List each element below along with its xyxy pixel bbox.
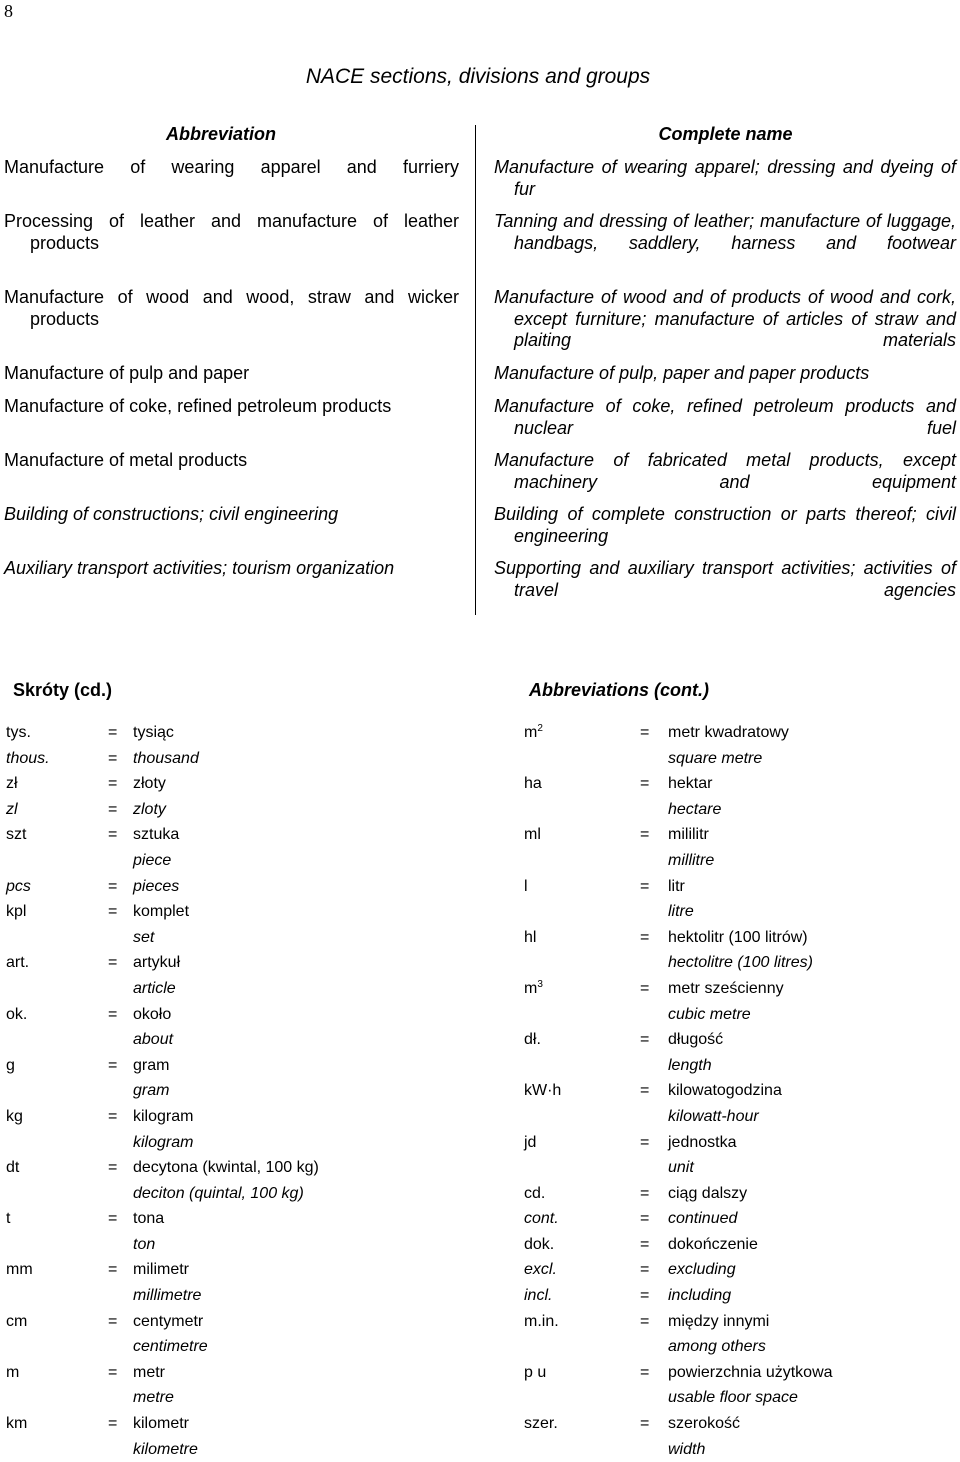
abbreviation-row bbox=[0, 1232, 470, 1258]
abbreviation-row bbox=[520, 1181, 940, 1207]
abbreviation-row bbox=[0, 874, 470, 900]
abbreviation-meaning: metr sześcienny bbox=[668, 979, 784, 997]
abbreviation-meaning: gram bbox=[133, 1056, 170, 1074]
abbreviation-row bbox=[520, 1309, 940, 1335]
abbreviation-meaning: square metre bbox=[668, 749, 763, 767]
equals-sign: = bbox=[640, 1363, 650, 1381]
abbreviation-meaning: litre bbox=[668, 903, 694, 921]
abbreviation-meaning: hectare bbox=[668, 800, 722, 818]
abbreviation-meaning: usable floor space bbox=[668, 1389, 798, 1407]
abbreviation-row bbox=[520, 1053, 940, 1079]
abbreviation-row bbox=[520, 771, 940, 797]
abbreviation-term-text: thous. bbox=[6, 749, 50, 767]
abbreviation-row bbox=[520, 720, 940, 746]
equals-sign: = bbox=[108, 1363, 118, 1381]
abbreviation-row bbox=[0, 1181, 470, 1207]
equals-sign: = bbox=[108, 1210, 118, 1228]
abbreviation-term bbox=[6, 1104, 23, 1130]
abbreviation-meaning: centimetre bbox=[133, 1338, 208, 1356]
abbreviation-term bbox=[6, 822, 26, 848]
abbreviation-meaning: tona bbox=[133, 1210, 165, 1228]
abbreviation-row bbox=[0, 746, 470, 772]
abbreviation-row bbox=[520, 797, 940, 823]
equals-sign: = bbox=[640, 1133, 650, 1151]
abbreviation-meaning: powierzchnia użytkowa bbox=[668, 1363, 833, 1381]
abbreviation-meaning: szerokość bbox=[668, 1415, 741, 1433]
abbreviation-term-text: cm bbox=[6, 1312, 28, 1330]
equals-sign: = bbox=[108, 903, 118, 921]
abbreviation-meaning: około bbox=[133, 1005, 172, 1023]
abbreviation-row bbox=[520, 899, 940, 925]
abbreviation-row bbox=[0, 899, 470, 925]
abbreviation-term-text: incl. bbox=[524, 1287, 553, 1305]
abbreviation-meaning: deciton (quintal, 100 kg) bbox=[133, 1184, 304, 1202]
abbreviation-term-text: ml bbox=[524, 826, 541, 844]
abbreviation-meaning: kilometre bbox=[133, 1440, 198, 1458]
abbreviation-meaning: kilowatogodzina bbox=[668, 1082, 782, 1100]
abbreviation-term bbox=[6, 746, 50, 772]
abbreviation-meaning: artykuł bbox=[133, 954, 181, 972]
equals-sign: = bbox=[108, 775, 118, 793]
abbreviation-row bbox=[520, 976, 940, 1002]
abbreviation-term-text: m bbox=[524, 979, 538, 997]
abbreviation-term-text: tys. bbox=[6, 724, 31, 741]
abbreviation-list-right bbox=[520, 720, 940, 1462]
complete-name-column-header: Complete name bbox=[658, 124, 793, 144]
equals-sign: = bbox=[640, 826, 650, 844]
abbreviation-meaning: hectolitre (100 litres) bbox=[668, 954, 813, 972]
abbreviation-row bbox=[520, 822, 940, 848]
abbreviation-term-text: art. bbox=[6, 954, 30, 972]
abbreviation-meaning: set bbox=[133, 928, 155, 946]
abbreviation-row bbox=[0, 1002, 470, 1028]
equals-sign: = bbox=[640, 1210, 650, 1228]
nace-complete-name: Building of complete construction or parts thereof; civil engineering bbox=[494, 504, 956, 546]
abbreviation-term bbox=[524, 771, 542, 797]
equals-sign: = bbox=[640, 1031, 650, 1049]
abbreviation-meaning: pieces bbox=[133, 877, 180, 895]
abbreviation-meaning: metr kwadratowy bbox=[668, 724, 789, 741]
nace-abbreviation: Manufacture of pulp and paper bbox=[4, 363, 250, 383]
abbreviation-row bbox=[0, 976, 470, 1002]
abbreviation-meaning: gram bbox=[133, 1082, 170, 1100]
abbreviation-meaning: kilogram bbox=[133, 1107, 194, 1125]
abbreviation-term-text: t bbox=[6, 1210, 11, 1228]
abbreviation-meaning: unit bbox=[668, 1159, 694, 1177]
abbreviation-column-header: Abbreviation bbox=[165, 124, 276, 144]
abbreviation-term-text: m bbox=[524, 724, 538, 741]
abbreviation-meaning: centymetr bbox=[133, 1312, 204, 1330]
abbreviation-meaning: jednostka bbox=[668, 1133, 737, 1151]
abbreviation-row bbox=[520, 1002, 940, 1028]
equals-sign: = bbox=[108, 1312, 118, 1330]
superscript: 3 bbox=[537, 978, 543, 990]
equals-sign: = bbox=[640, 1082, 650, 1100]
page-title: NACE sections, divisions and groups bbox=[305, 65, 651, 88]
abbreviation-list-left bbox=[0, 720, 470, 1462]
equals-sign: = bbox=[108, 1056, 118, 1074]
equals-sign: = bbox=[640, 1261, 650, 1279]
abbreviation-meaning: tysiąc bbox=[133, 724, 174, 741]
abbreviation-meaning: continued bbox=[668, 1210, 738, 1228]
abbreviation-meaning: milimetr bbox=[133, 1261, 189, 1279]
abbreviation-term-text: dt bbox=[6, 1159, 20, 1177]
abbreviation-term-text: excl. bbox=[524, 1261, 557, 1279]
abbreviation-meaning: kilogram bbox=[133, 1133, 194, 1151]
nace-abbreviation: Manufacture of metal products bbox=[4, 450, 248, 470]
nace-abbreviation: Auxiliary transport activities; tourism organization bbox=[4, 558, 395, 578]
abbreviations-heading: Abbreviations (cont.) bbox=[529, 680, 710, 700]
abbreviation-meaning: ciąg dalszy bbox=[668, 1184, 748, 1202]
abbreviation-meaning: length bbox=[668, 1056, 712, 1074]
abbreviation-meaning: hektar bbox=[668, 775, 713, 793]
abbreviation-term-text: p u bbox=[524, 1363, 547, 1381]
equals-sign: = bbox=[108, 1415, 118, 1433]
abbreviation-row bbox=[520, 1283, 940, 1309]
abbreviation-term bbox=[524, 1078, 561, 1104]
abbreviation-term-text: g bbox=[6, 1056, 15, 1074]
abbreviation-meaning: thousand bbox=[133, 749, 199, 767]
nace-complete-name: Supporting and auxiliary transport activities; activities of travel agencies bbox=[494, 558, 956, 600]
abbreviation-term bbox=[6, 874, 31, 900]
equals-sign: = bbox=[108, 749, 118, 767]
abbreviation-term-text: cd. bbox=[524, 1184, 546, 1202]
abbreviation-term bbox=[6, 1206, 10, 1232]
abbreviation-meaning: metr bbox=[133, 1363, 165, 1381]
abbreviation-row bbox=[520, 1130, 940, 1156]
equals-sign: = bbox=[640, 1235, 650, 1253]
abbreviation-row bbox=[0, 1206, 470, 1232]
abbreviation-term bbox=[524, 1027, 541, 1053]
page-number: 8 bbox=[4, 1, 13, 21]
abbreviation-term-text: m bbox=[6, 1363, 20, 1381]
nace-complete-name: Manufacture of fabricated metal products, except machinery and equipment bbox=[494, 450, 956, 492]
equals-sign: = bbox=[640, 928, 650, 946]
abbreviation-term bbox=[6, 899, 26, 925]
abbreviation-meaning: kilometr bbox=[133, 1415, 190, 1433]
abbreviation-term bbox=[6, 720, 31, 746]
abbreviation-term-text: m.in. bbox=[524, 1312, 559, 1330]
abbreviation-term bbox=[6, 1257, 33, 1283]
abbreviation-row bbox=[0, 797, 470, 823]
abbreviation-row bbox=[0, 1334, 470, 1360]
nace-complete-name: Manufacture of wood and of products of wood and cork, except furniture; manufacture of articles of straw and plaiting materials bbox=[494, 287, 956, 350]
abbreviation-row bbox=[0, 1385, 470, 1411]
abbreviation-term bbox=[6, 1309, 27, 1335]
abbreviation-term-text: dok. bbox=[524, 1235, 555, 1253]
abbreviation-row bbox=[520, 1334, 940, 1360]
abbreviation-meaning: komplet bbox=[133, 903, 190, 921]
abbreviation-row bbox=[0, 1309, 470, 1335]
equals-sign: = bbox=[640, 724, 650, 741]
abbreviation-term bbox=[524, 976, 543, 1002]
nace-complete-name: Manufacture of pulp, paper and paper products bbox=[494, 363, 870, 383]
abbreviation-term bbox=[524, 1309, 559, 1335]
equals-sign: = bbox=[640, 877, 650, 895]
equals-sign: = bbox=[640, 1415, 650, 1433]
abbreviation-term-text: zl bbox=[6, 800, 18, 818]
nace-complete-name: Manufacture of wearing apparel; dressing and dyeing of fur bbox=[494, 157, 956, 199]
abbreviation-term bbox=[6, 1053, 15, 1079]
equals-sign: = bbox=[108, 954, 118, 972]
abbreviation-term bbox=[524, 1181, 545, 1207]
superscript: 2 bbox=[537, 723, 543, 734]
abbreviation-term-text: mm bbox=[6, 1261, 33, 1279]
nace-abbreviation: Manufacture of wearing apparel and furriery bbox=[4, 157, 459, 177]
abbreviation-term-text: pcs bbox=[6, 877, 31, 895]
abbreviation-term-text: zł bbox=[6, 775, 18, 793]
abbreviation-term bbox=[524, 1130, 536, 1156]
abbreviation-term bbox=[6, 1155, 19, 1181]
abbreviation-term bbox=[524, 1411, 558, 1437]
column-divider bbox=[475, 125, 476, 615]
abbreviation-term-text: szer. bbox=[524, 1415, 558, 1433]
abbreviation-row bbox=[520, 925, 940, 951]
nace-complete-name: Tanning and dressing of leather; manufacture of luggage, handbags, saddlery, harness and footwear bbox=[494, 211, 956, 253]
abbreviation-row bbox=[0, 925, 470, 951]
abbreviation-row bbox=[520, 1257, 940, 1283]
abbreviation-meaning: kilowatt-hour bbox=[668, 1107, 759, 1125]
abbreviation-meaning: width bbox=[668, 1440, 706, 1458]
abbreviation-row bbox=[520, 1232, 940, 1258]
abbreviation-term bbox=[6, 1360, 19, 1386]
abbreviation-term bbox=[6, 1411, 27, 1437]
equals-sign: = bbox=[640, 1312, 650, 1330]
abbreviation-meaning: sztuka bbox=[133, 826, 180, 844]
abbreviation-row bbox=[0, 1155, 470, 1181]
equals-sign: = bbox=[640, 1184, 650, 1202]
abbreviation-term-text: jd bbox=[524, 1133, 537, 1151]
abbreviation-term bbox=[524, 1257, 557, 1283]
equals-sign: = bbox=[640, 979, 650, 997]
abbreviation-row bbox=[520, 1078, 940, 1104]
abbreviation-row bbox=[0, 822, 470, 848]
equals-sign: = bbox=[108, 1159, 118, 1177]
equals-sign: = bbox=[640, 1287, 650, 1305]
abbreviation-term-text: kpl bbox=[6, 903, 27, 921]
abbreviation-row bbox=[520, 950, 940, 976]
abbreviation-term-text: ha bbox=[524, 775, 542, 793]
abbreviation-row bbox=[520, 1104, 940, 1130]
abbreviation-row bbox=[520, 746, 940, 772]
abbreviation-row bbox=[0, 720, 470, 746]
abbreviation-row bbox=[520, 848, 940, 874]
abbreviation-row bbox=[0, 1053, 470, 1079]
skroty-heading: Skróty (cd.) bbox=[13, 680, 113, 700]
abbreviation-row bbox=[0, 1130, 470, 1156]
abbreviation-term bbox=[6, 950, 29, 976]
abbreviation-meaning: millitre bbox=[668, 851, 715, 869]
abbreviation-row bbox=[0, 1411, 470, 1437]
abbreviation-meaning: złoty bbox=[133, 775, 166, 793]
abbreviation-term-text: szt bbox=[6, 826, 27, 844]
abbreviation-row bbox=[520, 1385, 940, 1411]
abbreviation-term-text: km bbox=[6, 1415, 28, 1433]
abbreviation-term-text: kW·h bbox=[524, 1082, 562, 1100]
equals-sign: = bbox=[108, 800, 118, 818]
abbreviation-term bbox=[6, 1002, 27, 1028]
abbreviation-term bbox=[524, 1206, 559, 1232]
abbreviation-term-text: l bbox=[524, 877, 528, 895]
abbreviation-term bbox=[524, 822, 541, 848]
abbreviation-meaning: among others bbox=[668, 1338, 766, 1356]
abbreviation-term bbox=[6, 771, 18, 797]
abbreviation-meaning: excluding bbox=[668, 1261, 736, 1279]
abbreviation-row bbox=[520, 1437, 940, 1462]
abbreviation-term bbox=[6, 797, 18, 823]
abbreviation-meaning: millimetre bbox=[133, 1287, 202, 1305]
nace-abbreviation: Processing of leather and manufacture of leather products bbox=[4, 211, 459, 253]
abbreviation-term bbox=[524, 925, 536, 951]
abbreviation-row bbox=[520, 1027, 940, 1053]
abbreviation-meaning: cubic metre bbox=[668, 1005, 751, 1023]
abbreviation-row bbox=[0, 1437, 470, 1462]
equals-sign: = bbox=[108, 826, 118, 844]
equals-sign: = bbox=[108, 1005, 118, 1023]
abbreviation-term-text: dł. bbox=[524, 1031, 541, 1049]
abbreviation-term bbox=[524, 874, 528, 900]
equals-sign: = bbox=[108, 1261, 118, 1279]
abbreviation-term bbox=[524, 1232, 554, 1258]
abbreviation-meaning: między innymi bbox=[668, 1312, 770, 1330]
abbreviation-meaning: article bbox=[133, 979, 176, 997]
equals-sign: = bbox=[108, 877, 118, 895]
abbreviation-meaning: długość bbox=[668, 1031, 724, 1049]
abbreviation-row bbox=[0, 771, 470, 797]
abbreviation-row bbox=[0, 1283, 470, 1309]
equals-sign: = bbox=[108, 1107, 118, 1125]
equals-sign: = bbox=[640, 775, 650, 793]
abbreviation-term-text: kg bbox=[6, 1107, 23, 1125]
abbreviation-row bbox=[520, 1155, 940, 1181]
abbreviation-row bbox=[0, 1360, 470, 1386]
nace-table bbox=[0, 120, 960, 616]
nace-abbreviation: Manufacture of coke, refined petroleum products bbox=[4, 396, 392, 416]
abbreviation-meaning: piece bbox=[133, 851, 172, 869]
abbreviation-row bbox=[520, 1411, 940, 1437]
abbreviation-meaning: litr bbox=[668, 877, 685, 895]
abbreviation-meaning: including bbox=[668, 1287, 732, 1305]
abbreviation-meaning: hektolitr (100 litrów) bbox=[668, 928, 808, 946]
abbreviation-term bbox=[524, 720, 543, 746]
abbreviation-row bbox=[520, 874, 940, 900]
abbreviation-term-text: ok. bbox=[6, 1005, 28, 1023]
abbreviation-meaning: metre bbox=[133, 1389, 174, 1407]
abbreviation-row bbox=[0, 1257, 470, 1283]
abbreviation-meaning: zloty bbox=[133, 800, 166, 818]
abbreviation-row bbox=[520, 1206, 940, 1232]
abbreviation-row bbox=[0, 1104, 470, 1130]
nace-abbreviation: Building of constructions; civil engineering bbox=[4, 504, 339, 524]
nace-complete-name: Manufacture of coke, refined petroleum products and nuclear fuel bbox=[494, 396, 956, 438]
abbreviation-term bbox=[524, 1283, 552, 1309]
nace-abbreviation: Manufacture of wood and wood, straw and wicker products bbox=[4, 287, 459, 329]
abbreviation-meaning: about bbox=[133, 1031, 174, 1049]
abbreviation-meaning: ton bbox=[133, 1235, 156, 1253]
abbreviation-meaning: mililitr bbox=[668, 826, 709, 844]
abbreviation-meaning: decytona (kwintal, 100 kg) bbox=[133, 1159, 319, 1177]
abbreviation-row bbox=[0, 1027, 470, 1053]
abbreviation-row bbox=[520, 1360, 940, 1386]
abbreviation-term-text: hl bbox=[524, 928, 537, 946]
abbreviation-row bbox=[0, 848, 470, 874]
abbreviation-row bbox=[0, 950, 470, 976]
abbreviation-term bbox=[524, 1360, 546, 1386]
abbreviation-meaning: dokończenie bbox=[668, 1235, 758, 1253]
abbreviation-row bbox=[0, 1078, 470, 1104]
equals-sign: = bbox=[108, 724, 118, 741]
abbreviation-term-text: cont. bbox=[524, 1210, 559, 1228]
